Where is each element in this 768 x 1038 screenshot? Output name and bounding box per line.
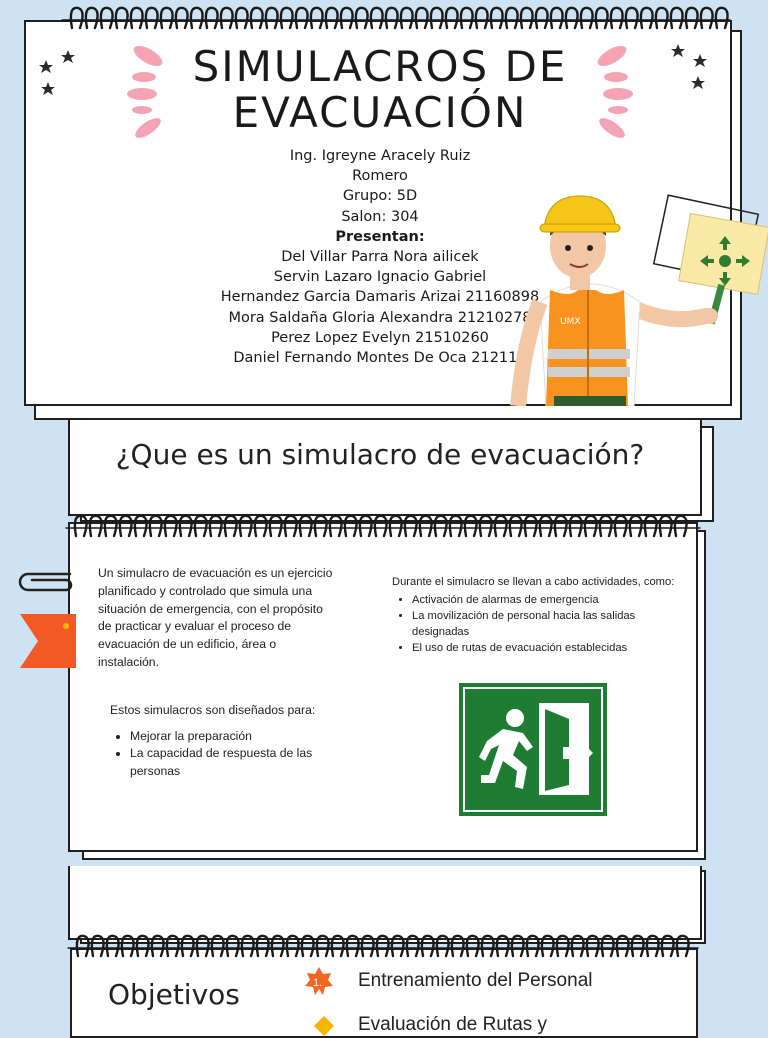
spiral-loop xyxy=(332,936,344,956)
emergency-exit-sign-icon xyxy=(459,683,607,816)
spiral-loop xyxy=(452,936,464,956)
spiral-loop xyxy=(461,8,473,28)
objective-label: Entrenamiento del Personal xyxy=(358,970,593,991)
spiral-loop xyxy=(345,516,357,536)
spiral-loop xyxy=(416,8,428,28)
spiral-loop xyxy=(105,516,117,536)
spiral-loop xyxy=(572,936,584,956)
spiral-loop xyxy=(90,516,102,536)
spiral-loop xyxy=(420,516,432,536)
during-block xyxy=(392,574,682,656)
objectives-spiral-binding xyxy=(0,930,768,960)
spiral-loop xyxy=(116,8,128,28)
spiral-loop xyxy=(405,516,417,536)
spiral-loop xyxy=(311,8,323,28)
spiral-loop xyxy=(392,936,404,956)
spiral-loop xyxy=(101,8,113,28)
teacher-name-line1: Ing. Igreyne Aracely Ruiz xyxy=(289,148,471,164)
svg-text:1.: 1. xyxy=(313,977,323,989)
spiral-loop xyxy=(602,936,614,956)
spiral-loop xyxy=(632,936,644,956)
spiral-loop xyxy=(437,936,449,956)
bookmark-ribbon-icon xyxy=(20,612,78,670)
spiral-loop xyxy=(551,8,563,28)
spiral-loop xyxy=(482,936,494,956)
spiral-loop xyxy=(236,8,248,28)
spiral-loop xyxy=(371,8,383,28)
presenter-item: Hernandez Garcia Damaris Arizai 21160898 xyxy=(220,289,540,306)
spiral-loop xyxy=(300,516,312,536)
spiral-loop xyxy=(266,8,278,28)
spiral-loop xyxy=(465,516,477,536)
presenters-label: Presentan: xyxy=(335,228,425,245)
spiral-loop xyxy=(542,936,554,956)
spiral-loop xyxy=(566,8,578,28)
spiral-loop xyxy=(176,8,188,28)
spiral-loop xyxy=(570,516,582,536)
spiral-loop xyxy=(255,516,267,536)
spiral-loop xyxy=(645,516,657,536)
spiral-loop xyxy=(386,8,398,28)
spiral-loop xyxy=(347,936,359,956)
spiral-loop xyxy=(450,516,462,536)
spiral-loop xyxy=(662,936,674,956)
spiral-loop xyxy=(362,936,374,956)
designed-intro: Estos simulacros son diseñados para: xyxy=(110,703,316,717)
spiral-loop xyxy=(617,936,629,956)
presenter-item: Mora Saldaña Gloria Alexandra 21210278 xyxy=(228,309,532,326)
presenter-item: Daniel Fernando Montes De Oca 212110 xyxy=(233,350,527,367)
spiral-loop xyxy=(120,516,132,536)
presenter-item: Servin Lazaro Ignacio Gabriel xyxy=(273,269,487,286)
spiral-loop xyxy=(206,8,218,28)
spiral-loop xyxy=(536,8,548,28)
section-question: ¿Que es un simulacro de evacuación? xyxy=(115,438,645,471)
spiral-loop xyxy=(92,936,104,956)
room-label: Salon: 304 xyxy=(341,208,419,225)
spiral-loop xyxy=(407,936,419,956)
spiral-loop xyxy=(107,936,119,956)
spiral-loop xyxy=(626,8,638,28)
spiral-loop xyxy=(161,8,173,28)
spiral-loop xyxy=(315,516,327,536)
teacher-name-line2: Romero xyxy=(352,168,408,185)
spiral-loop xyxy=(512,936,524,956)
spiral-loop xyxy=(495,516,507,536)
spiral-loop xyxy=(296,8,308,28)
spiral-loop xyxy=(671,8,683,28)
spiral-loop xyxy=(422,936,434,956)
spiral-loop xyxy=(506,8,518,28)
spiral-loop xyxy=(212,936,224,956)
vest-logo: UMX xyxy=(560,317,581,327)
spiral-loop xyxy=(557,936,569,956)
paperclip-icon xyxy=(14,566,74,596)
definition-text: Un simulacro de evacuación es un ejercicio planificado y controlado que simula una situación de emergencia, con el propósito de practicar y evaluar el proceso de evacuación de un edificio, área o instalación. xyxy=(98,566,333,669)
spiral-loop xyxy=(330,516,342,536)
spiral-loop xyxy=(272,936,284,956)
star-doodles-left-icon xyxy=(36,44,80,100)
spiral-loop xyxy=(302,936,314,956)
spiral-loop xyxy=(86,8,98,28)
spiral-loop xyxy=(165,516,177,536)
spiral-loop xyxy=(615,516,627,536)
spiral-loop xyxy=(182,936,194,956)
spiral-loop xyxy=(480,516,492,536)
page-title: SIMULACROS DE EVACUACIÓN xyxy=(192,42,568,137)
spiral-loop xyxy=(152,936,164,956)
designed-for-block xyxy=(110,702,340,780)
spiral-loop xyxy=(611,8,623,28)
spiral-loop xyxy=(555,516,567,536)
spiral-loop xyxy=(326,8,338,28)
spiral-loop xyxy=(446,8,458,28)
list-item: • El uso de rutas de evacuación establecidas xyxy=(412,640,682,656)
spiral-loop xyxy=(270,516,282,536)
spiral-loop xyxy=(675,516,687,536)
spiral-loop xyxy=(210,516,222,536)
spiral-loop xyxy=(240,516,252,536)
spiral-loop xyxy=(191,8,203,28)
spiral-loop xyxy=(131,8,143,28)
spiral-loop xyxy=(167,936,179,956)
spiral-loop xyxy=(227,936,239,956)
spiral-loop xyxy=(285,516,297,536)
spiral-loop xyxy=(257,936,269,956)
blank-card xyxy=(68,866,702,940)
spiral-loop xyxy=(431,8,443,28)
spiral-loop xyxy=(71,8,83,28)
spiral-loop xyxy=(525,516,537,536)
spiral-loop xyxy=(585,516,597,536)
spiral-loop xyxy=(596,8,608,28)
objectives-title: Objetivos xyxy=(108,978,240,1011)
spiral-loop xyxy=(540,516,552,536)
spiral-loop xyxy=(587,936,599,956)
spiral-loop xyxy=(75,516,87,536)
spiral-loop xyxy=(641,8,653,28)
spiral-loop xyxy=(716,8,728,28)
presenter-item: Del Villar Parra Nora ailicek xyxy=(281,249,479,266)
spiral-loop xyxy=(242,936,254,956)
spiral-loop xyxy=(435,516,447,536)
star-badge-icon xyxy=(304,966,334,996)
designed-list xyxy=(110,728,340,781)
group-label: Grupo: 5D xyxy=(342,188,418,205)
spiral-loop xyxy=(467,936,479,956)
spiral-loop xyxy=(497,936,509,956)
cover-spiral-binding xyxy=(0,2,768,32)
spiral-loop xyxy=(677,936,689,956)
spiral-loop xyxy=(630,516,642,536)
spiral-loop xyxy=(341,8,353,28)
objective-label: Evaluación de Rutas y xyxy=(358,1014,548,1035)
spiral-loop xyxy=(600,516,612,536)
spiral-loop xyxy=(581,8,593,28)
spiral-loop xyxy=(146,8,158,28)
spiral-loop xyxy=(521,8,533,28)
spiral-loop xyxy=(476,8,488,28)
spiral-loop xyxy=(251,8,263,28)
spiral-loop xyxy=(225,516,237,536)
spiral-loop xyxy=(360,516,372,536)
spiral-loop xyxy=(660,516,672,536)
spiral-loop xyxy=(377,936,389,956)
spiral-loop xyxy=(317,936,329,956)
spiral-loop xyxy=(281,8,293,28)
spiral-loop xyxy=(137,936,149,956)
star-doodles-right-icon xyxy=(666,40,716,96)
spiral-loop xyxy=(510,516,522,536)
spiral-loop xyxy=(150,516,162,536)
spiral-loop xyxy=(527,936,539,956)
spiral-loop xyxy=(77,936,89,956)
spiral-loop xyxy=(647,936,659,956)
list-item: • Mejorar la preparación xyxy=(130,728,340,746)
during-list xyxy=(392,592,682,656)
list-item: • La capacidad de respuesta de las personas xyxy=(130,745,340,780)
spiral-loop xyxy=(701,8,713,28)
spiral-loop xyxy=(287,936,299,956)
spiral-loop xyxy=(390,516,402,536)
list-item: • Activación de alarmas de emergencia xyxy=(412,592,682,608)
safety-worker-illustration xyxy=(500,184,768,406)
spiral-loop xyxy=(401,8,413,28)
spiral-loop xyxy=(122,936,134,956)
during-intro: Durante el simulacro se llevan a cabo actividades, como: xyxy=(392,576,675,588)
spiral-loop xyxy=(195,516,207,536)
spiral-loop xyxy=(356,8,368,28)
diamond-badge-icon xyxy=(314,1016,334,1036)
spiral-loop xyxy=(221,8,233,28)
content-spiral-binding xyxy=(0,510,768,540)
spiral-loop xyxy=(180,516,192,536)
spiral-loop xyxy=(375,516,387,536)
spiral-loop xyxy=(656,8,668,28)
list-item: • La movilización de personal hacia las salidas designadas xyxy=(412,608,682,640)
spiral-loop xyxy=(135,516,147,536)
spiral-loop xyxy=(686,8,698,28)
spiral-loop xyxy=(197,936,209,956)
spiral-loop xyxy=(491,8,503,28)
presenter-item: Perez Lopez Evelyn 21510260 xyxy=(271,329,489,346)
